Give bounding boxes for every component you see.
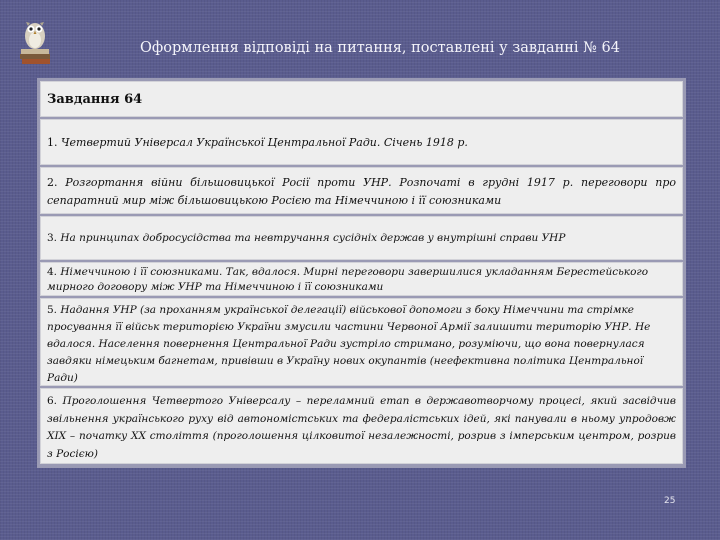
answer-number: 4. — [47, 266, 58, 278]
answer-text: Проголошення Четвертого Універсалу – переламний етап в державотворчому процесі, який засвідчив звільнення українського руху від автономістських та федералістських ідей, які панували в ньому упродовж ХІХ – початку ХХ століття (проголошення цілковитої незалежності, розрив з імперським центром, розрив з Росією) — [47, 395, 676, 460]
answer-number: 2. — [47, 176, 58, 189]
answer-number: 1. — [47, 135, 58, 149]
answer-text: Розгортання війни більшовицької Росії проти УНР. Розпочаті в грудні 1917 р. переговори про сепаратний мир між більшовицькою Росією та Німеччиною і її союзниками — [47, 176, 676, 207]
answer-text: Надання УНР (за проханням української делегації) військової допомоги з боку Німеччини та стрімке просування її військ територією України змусили частини Червоної Армії залишити територію УНР. Не вдалося. Населення повернення Центральної Ради зустріло стримано, розуміючи, що вона повернулася завдяки німецьким багнетам, привівши в Україну нових окупантів (неефективна політика Центральної Ради) — [47, 304, 651, 384]
answer-number: 3. — [47, 232, 58, 244]
answer-item-3 — [40, 216, 683, 260]
answer-number: 5. — [47, 304, 58, 316]
slide-title: Оформлення відповіді на питання, поставлені у завданні № 64 — [140, 40, 620, 56]
answer-item-5 — [40, 298, 683, 386]
answer-text: Четвертий Універсал Української Центральної Ради. Січень 1918 р. — [57, 135, 468, 149]
task-heading: Завдання 64 — [47, 91, 143, 107]
answer-number: 6. — [47, 395, 58, 407]
task-heading-row — [40, 81, 683, 117]
answer-text: Німеччиною і її союзниками. Так, вдалося. Мирні переговори завершилися укладанням Берестейського мирного договору між УНР та Німеччиною і її союзниками — [47, 266, 649, 293]
answer-text: На принципах добросусідства та невтручання сусідніх держав у внутрішні справи УНР — [57, 232, 566, 244]
answer-item-1 — [40, 119, 683, 165]
answer-item-6 — [40, 388, 683, 464]
answer-item-2 — [40, 167, 683, 214]
answer-item-4 — [40, 262, 683, 296]
slide-number: 25 — [664, 496, 676, 506]
owl-books-logo-icon — [18, 14, 52, 66]
